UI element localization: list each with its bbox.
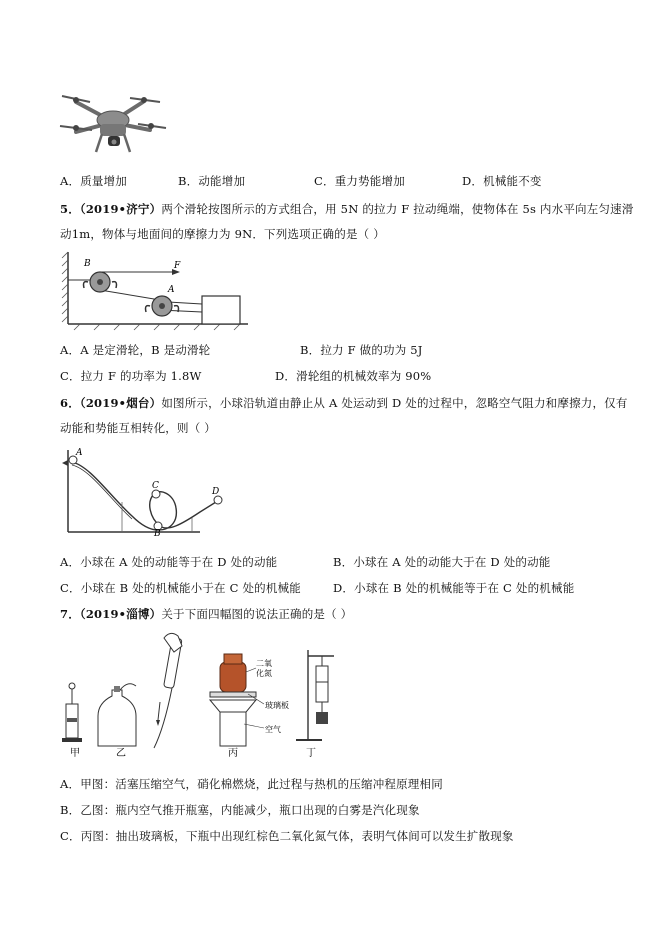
track-label-d: D (212, 487, 220, 497)
panel-ding-stand (296, 650, 334, 740)
pulley-diagram (60, 252, 250, 330)
q4-option-d: D．机械能不变 (462, 174, 542, 188)
air-label: 空气 (265, 725, 281, 734)
q6-option-a: A．小球在 A 处的动能等于在 D 处的动能 (60, 555, 278, 569)
panel-label-jia: 甲 (70, 748, 80, 759)
panel-yi-bottle (98, 633, 182, 748)
no2-label-line1: 二氧 (256, 659, 272, 668)
q6-number: 6． (60, 396, 80, 410)
track-diagram (60, 446, 230, 538)
q4-option-c: C．重力势能增加 (314, 174, 405, 188)
no2-label-line2: 化氮 (256, 669, 272, 678)
q5-stem-text: 两个滑轮按图所示的方式组合，用 5N 的拉力 F 拉动绳端，使物体在 5s 内水平向左匀速滑 (161, 202, 634, 216)
q6-option-c: C．小球在 B 处的机械能小于在 C 处的机械能 (60, 581, 301, 595)
track-label-b: B (154, 529, 161, 539)
force-label-f: F (174, 261, 181, 271)
panel-label-ding: 丁 (306, 748, 316, 759)
q6-option-b: B．小球在 A 处的动能大于在 D 处的动能 (333, 555, 551, 569)
q6-stem-line1 (60, 395, 628, 411)
q7-stem-line (60, 606, 352, 622)
panel-label-yi: 乙 (116, 748, 126, 759)
q6-option-d: D．小球在 B 处的机械能等于在 C 处的机械能 (333, 581, 575, 595)
q7-option-a: A．甲图：活塞压缩空气，硝化棉燃烧，此过程与热机的压缩冲程原理相同 (60, 777, 443, 791)
pulley-label-b: B (84, 259, 91, 269)
q4-option-a: A．质量增加 (60, 174, 128, 188)
q5-source: （2019•济宁） (79, 202, 162, 216)
glass-plate-label: 玻璃板 (265, 701, 289, 710)
q5-stem-line1 (60, 201, 634, 217)
q7-option-c: C．丙图：抽出玻璃板，下瓶中出现红棕色二氧化氮气体，表明气体间可以发生扩散现象 (60, 829, 514, 843)
q5-option-c: C．拉力 F 的功率为 1.8W (60, 369, 202, 383)
drone-image (58, 80, 168, 160)
q7-source: （2019•淄博） (79, 607, 162, 621)
panel-jia-piston (62, 683, 82, 742)
q5-option-a: A．A 是定滑轮，B 是动滑轮 (60, 343, 211, 357)
q7-stem-text: 关于下面四幅图的说法正确的是（ ） (161, 607, 353, 621)
track-label-a: A (76, 448, 83, 458)
q7-number: 7． (60, 607, 80, 621)
q6-source: （2019•烟台） (79, 396, 162, 410)
panel-label-bing: 丙 (228, 748, 238, 759)
track-label-c: C (152, 481, 159, 491)
q5-option-d: D．滑轮组的机械效率为 90% (275, 369, 432, 383)
pulley-label-a: A (168, 285, 175, 295)
q5-stem-line2: 动1m，物体与地面间的摩擦力为 9N．下列选项正确的是（ ） (60, 227, 385, 241)
four-experiments-figure (60, 632, 350, 760)
q4-option-b: B．动能增加 (178, 174, 246, 188)
q5-number: 5． (60, 202, 80, 216)
q6-stem-text: 如图所示，小球沿轨道由静止从 A 处运动到 D 处的过程中，忽略空气阻力和摩擦力，仅有 (161, 396, 628, 410)
q5-option-b: B．拉力 F 做的功为 5J (300, 343, 423, 357)
q6-stem-line2: 动能和势能互相转化，则（ ） (60, 421, 216, 435)
q7-option-b: B．乙图：瓶内空气推开瓶塞，内能减少，瓶口出现的白雾是汽化现象 (60, 803, 420, 817)
